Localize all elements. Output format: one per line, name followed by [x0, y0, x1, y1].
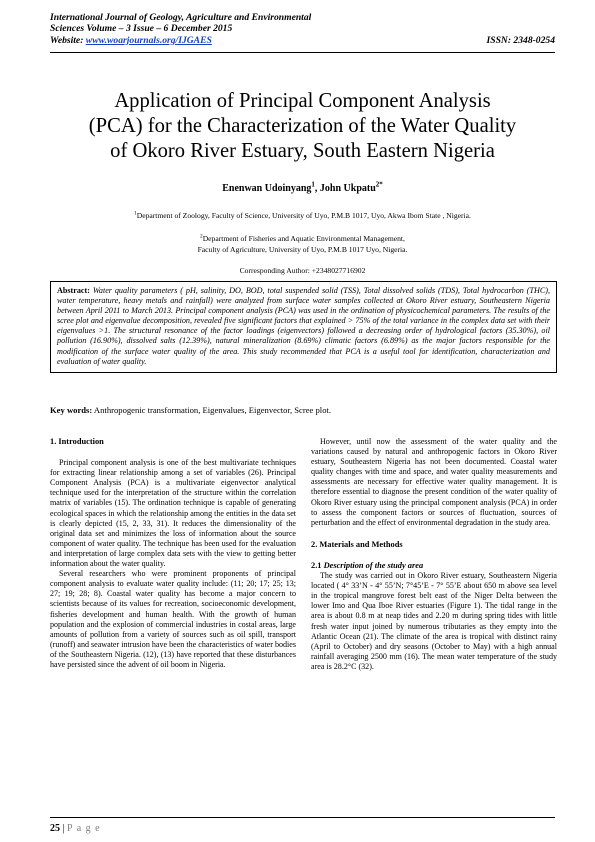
abstract-text: Water quality parameters ( pH, salinity, DO, BOD, total suspended solid (TSS), Total dissolved solids (TDS), Total hydrocarbon (THC), water temperature, heavy metals and rainfall) were analyzed from surface water samples collected at Okoro River estuary, Southeastern Nigeria between April 2011 to March 2013. Principal component analysis (PCA) was used in the ordination of physicochemical parameters. The results of the scree plot and eigenvalue decomposition, revealed five significant factors that explained > 75% of the total variance in the complex data set with their eigenvalues >1. The structural resonance of the factor loadings (eigenvectors) followed a decreasing order of hydrological factors (35.30%), oil pollution (16.90%), dissolved salts (12.39%), natural mineralization (8.69%) climatic factors (6.89%) as the major factors responsible for the modification of the surface water quality of the area. This study recommended that PCA is a useful tool for identification, characterization and evaluation of water quality.: [57, 286, 550, 366]
abstract-box: [50, 281, 557, 373]
affil-text: Department of Zoology, Faculty of Science, University of Uyo, P.M.B 1017, Uyo, Akwa Ibom State , Nigeria.: [136, 211, 471, 220]
subsection-heading: [311, 561, 557, 571]
affiliation-2: [50, 233, 555, 255]
keywords-text: Anthropogenic transformation, Eigenvalues, Eigenvector, Scree plot.: [92, 405, 332, 415]
section-heading: 1. Introduction: [50, 437, 104, 446]
affil-mark: 1: [134, 210, 137, 217]
journal-name: International Journal of Geology, Agriculture and Environmental: [50, 12, 312, 23]
paper-title: [50, 89, 555, 164]
issn: ISSN: 2348-0254: [486, 34, 555, 46]
paragraph: However, until now the assessment of the water quality and the variations caused by natural and anthropogenic factors in Okoro River estuary, Southeastern Nigeria has not been documented. Coastal water quality changes with time and space, and water quality measurements and assessments are necessary for effective water quality management. It is therefore essential to diagnose the present condition of the water quality of Okoro River estuary using the principal component analysis (PCA) in order to assess the component factors or sources of fluctuation, sources of perturbation and the effect of environmental degradation in the study area.: [311, 437, 557, 527]
paragraph: Principal component analysis is one of the best multivariate techniques for extracting linear relationship among a set of variables (26). Principal Component Analysis (PCA) is a multivariate eigenvector analytical technique used for the interpretation of the structure within the correlation matrix of variables (15). The ordination technique is capable of generating ecological spaces in which the relationship among the entities in the data set is clearly depicted (15, 2, 33, 31). It reduces the dimensionality of the original data set and minimizes the loss of information about the source component of water quality. The technique has been used for the evaluation and interpretation of large complex data sets with the view to getting better information about the water quality.: [50, 458, 296, 569]
affil-text: Faculty of Agriculture, University of Uyo, P.M.B 1017 Uyo, Nigeria.: [197, 245, 408, 254]
page-label: P a g e: [67, 823, 101, 834]
paragraph: Several researchers who were prominent proponents of principal component analysis to evaluate water quality include: (11; 20; 17; 25; 13; 27; 19; 28; 8). Coastal water quality has become a major concern to scientists because of its values for recreation, socioeconomic development, fisheries development and human health. With the growth of human population and the explosion of commercial industries in costal areas, large amounts of pollution from a variety of sources such as oil spill, transport (runoff) and seawater intrusion have been the characteristics of water bodies of the Southeastern Nigeria. (12), (13) have reported that these disturbances have persisted since the advent of oil boom in Nigeria.: [50, 569, 296, 669]
left-column: [50, 437, 296, 670]
keywords-label: Key words:: [50, 405, 93, 415]
section-heading: 2. Materials and Methods: [311, 539, 403, 549]
journal-website-row: [50, 35, 555, 46]
website-line: [50, 35, 212, 46]
abstract-label: Abstract:: [57, 286, 90, 295]
right-column: [311, 437, 557, 672]
affiliation-1: [50, 210, 555, 221]
footer-divider: [50, 817, 555, 818]
author-name: John Ukpatu: [319, 183, 376, 194]
author-separator: ,: [314, 183, 320, 194]
author-affil-mark: 1: [311, 180, 315, 189]
paragraph: The study was carried out in Okoro River estuary, Southeastern Nigeria located ( 4° 33’N - 4° 55’N; 7°45’E - 7° 55’E about 650 m above sea level in the tropical mangrove forest belt east of the Niger Delta between the lower Imo and Qua Iboe River estuaries (Figure 1). The tidal range in the area is about 0.8 m at neap tides and 2.20 m during spring tides with little fresh water input joined by numerous tributaries as they empty into the Atlantic Ocean (21). The climate of the area is tropical with distinct rainy (April to October) and dry seasons (October to May) with a high annual rainfall averaging 2500 mm (16). The mean water temperature of the study area is 28.2°C (32).: [311, 571, 557, 671]
website-link[interactable]: www.woarjournals.org/IJGAES: [85, 34, 212, 46]
header-divider: [50, 52, 555, 53]
title-line: of Okoro River Estuary, South Eastern Nigeria: [110, 140, 495, 162]
title-line: Application of Principal Component Analysis: [114, 90, 491, 112]
journal-volume: Sciences Volume – 3 Issue – 6 December 2015: [50, 23, 233, 35]
affil-mark: 2: [200, 233, 203, 240]
footer-separator: |: [60, 823, 68, 834]
keywords: [50, 405, 555, 415]
journal-header: [50, 12, 555, 46]
website-label: Website:: [50, 34, 86, 46]
page-number: 25: [50, 823, 60, 834]
title-line: (PCA) for the Characterization of the Water Quality: [88, 115, 517, 137]
author-list: [50, 180, 555, 194]
author-affil-mark: 2*: [375, 180, 383, 189]
subsection-number: 2.1: [311, 560, 324, 570]
subsection-title: Description of the study area: [323, 560, 424, 570]
page-footer: [50, 823, 101, 834]
affil-text: Department of Fisheries and Aquatic Environmental Management,: [202, 234, 405, 243]
author-name: Enenwan Udoinyang: [222, 183, 312, 194]
corresponding-author: Corresponding Author: +2348027716902: [239, 266, 366, 275]
